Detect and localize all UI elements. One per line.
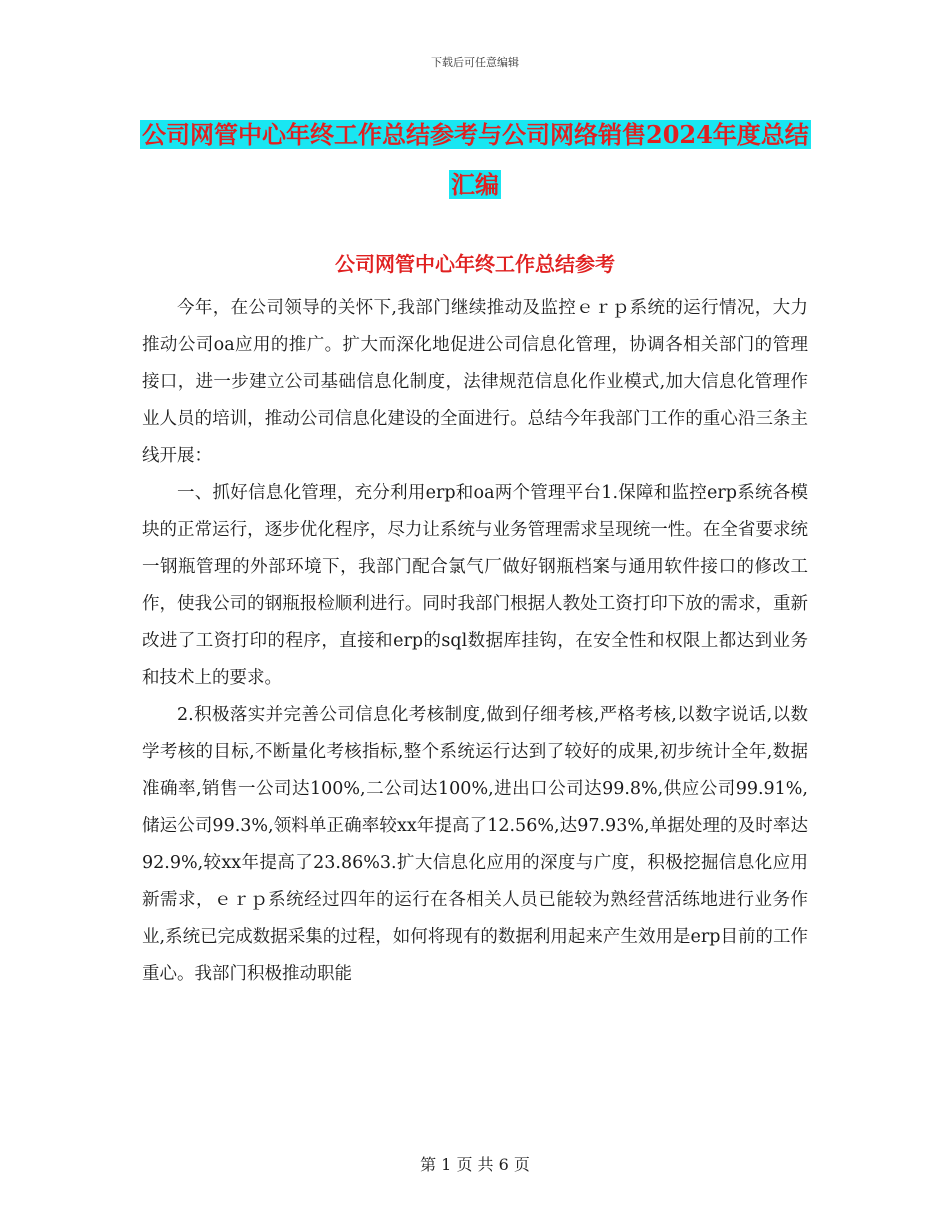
page-number-footer: 第 1 页 共 6 页 <box>420 1155 530 1174</box>
body-paragraph: 今年，在公司领导的关怀下,我部门继续推动及监控ｅｒｐ系统的运行情况，大力推动公司oa应用的推广。扩大而深化地促进公司信息化管理，协调各相关部门的管理接口，进一步建立公司基础信息化制度，法律规范信息化作业模式,加大信息化管理作业人员的培训，推动公司信息化建设的全面进行。总结今年我部门工作的重心沿三条主线开展： <box>142 298 808 466</box>
body-paragraph: 2.积极落实并完善公司信息化考核制度,做到仔细考核,严格考核,以数字说话,以数学考核的目标,不断量化考核指标,整个系统运行达到了较好的成果,初步统计全年,数据准确率,销售一公司达100%,二公司达100%,进出口公司达99.8%,供应公司99.91%,储运公司99.3%,领料单正确率较xx年提高了12.56%,达97.93%,单据处理的及时率达92.9%,较xx年提高了23.86%3.扩大信息化应用的深度与广度，积极挖掘信息化应用新需求，ｅｒｐ系统经过四年的运行在各相关人员已能较为熟经营活练地进行业务作业,系统已完成数据采集的过程，如何将现有的数据利用起来产生效用是erp目前的工作重心。我部门积极推动职能 <box>142 705 808 984</box>
document-title-text: 公司网管中心年终工作总结参考与公司网络销售2024年度总结汇编 <box>142 120 809 199</box>
document-body <box>142 290 808 993</box>
body-paragraph: 一、抓好信息化管理，充分利用erp和oa两个管理平台1.保障和监控erp系统各模块的正常运行，逐步优化程序，尽力让系统与业务管理需求呈现统一性。在全省要求统一钢瓶管理的外部环境下，我部门配合氯气厂做好钢瓶档案与通用软件接口的修改工作，使我公司的钢瓶报检顺利进行。同时我部门根据人教处工资打印下放的需求，重新改进了工资打印的程序，直接和erp的sql数据库挂钩，在安全性和权限上都达到业务和技术上的要求。 <box>142 483 808 688</box>
page-header-note: 下载后可任意编辑 <box>431 56 519 69</box>
document-title <box>140 110 810 210</box>
section-title: 公司网管中心年终工作总结参考 <box>335 252 615 276</box>
